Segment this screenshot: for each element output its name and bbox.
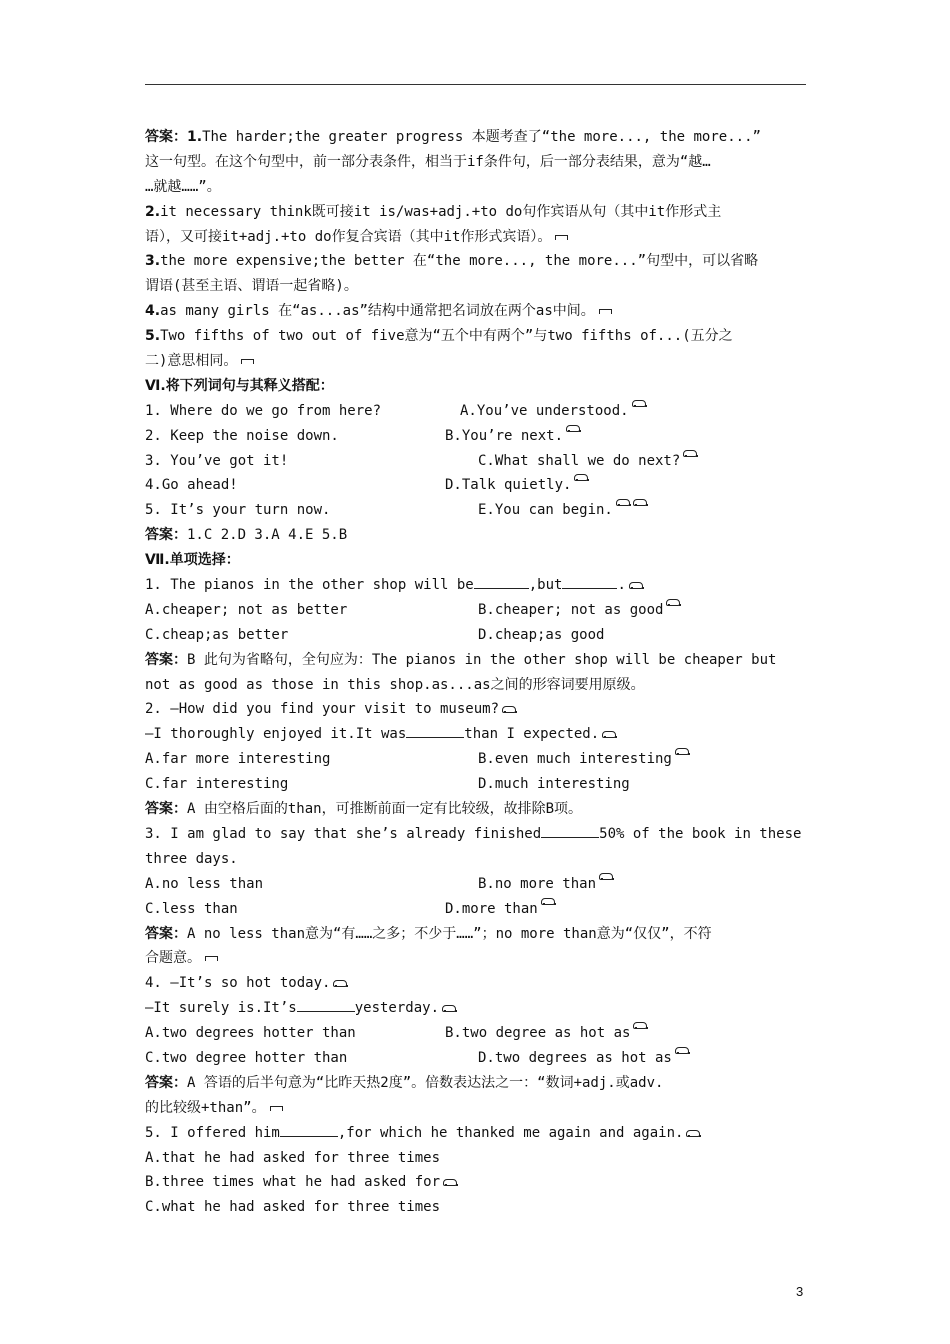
car-mark-icon bbox=[566, 424, 580, 432]
q4-options-row-2: C.two degree hotter than D.two degrees as hot as bbox=[145, 1046, 806, 1071]
car-mark-icon bbox=[633, 1021, 647, 1029]
match-row-1: 1. Where do we go from here? A.You’ve understood. bbox=[145, 399, 806, 424]
car-mark-icon bbox=[675, 747, 689, 755]
q1-answer-line-1: 答案：B 此句为省略句，全句应为：The pianos in the other shop will be cheaper but bbox=[145, 651, 777, 668]
q1-options-row-2: C.cheap;as better D.cheap;as good bbox=[145, 626, 605, 643]
bracket-mark-icon bbox=[269, 1104, 283, 1112]
q3-stem-2: three days. bbox=[145, 850, 238, 867]
answer-blank bbox=[406, 723, 464, 738]
car-mark-icon bbox=[683, 449, 697, 457]
page-number: 3 bbox=[796, 1284, 804, 1299]
answer-4-line-1: 4.as many girls 在“as...as”结构中通常把名词放在两个as中间。 bbox=[145, 299, 806, 324]
q2-stem-1: 2. —How did you find your visit to museum? bbox=[145, 697, 806, 722]
q2-options-row-1: A.far more interesting B.even much interesting bbox=[145, 747, 806, 772]
bracket-mark-icon bbox=[598, 307, 612, 315]
answer-2-line-2: 语），又可接it+adj.+to do作复合宾语（其中it作形式宾语）。 bbox=[145, 225, 806, 250]
q5-option-c: C.what he had asked for three times bbox=[145, 1199, 441, 1216]
car-mark-icon bbox=[599, 872, 613, 880]
car-mark-icon bbox=[502, 705, 516, 713]
car-mark-icon bbox=[616, 498, 630, 506]
bracket-mark-icon bbox=[554, 233, 568, 241]
q4-answer-line-2: 的比较级+than”。 bbox=[145, 1096, 806, 1121]
match-row-3: 3. You’ve got it! C.What shall we do next? bbox=[145, 449, 806, 474]
q3-options-row-1: A.no less than B.no more than bbox=[145, 872, 806, 897]
section-6-answer: 答案：1.C 2.D 3.A 4.E 5.B bbox=[145, 527, 348, 544]
header-rule bbox=[145, 84, 806, 85]
answer-3-line-1: 3.the more expensive;the better 在“the more..., the more...”句型中，可以省略 bbox=[145, 253, 759, 270]
q4-stem-2: —It surely is.It’s yesterday. bbox=[145, 996, 806, 1021]
page-content bbox=[145, 125, 806, 1220]
answer-blank bbox=[474, 574, 529, 589]
q3-answer-line-1: 答案：A no less than意为“有……之多；不少于……”；no more than意为“仅仅”，不符 bbox=[145, 925, 712, 942]
car-mark-icon bbox=[602, 730, 616, 738]
car-mark-icon bbox=[666, 598, 680, 606]
q5-option-b: B.three times what he had asked for bbox=[145, 1170, 806, 1195]
car-mark-icon bbox=[629, 581, 643, 589]
q5-option-a: A.that he had asked for three times bbox=[145, 1149, 441, 1166]
match-row-2: 2. Keep the noise down. B.You’re next. bbox=[145, 424, 806, 449]
car-mark-icon bbox=[675, 1046, 689, 1054]
car-mark-icon bbox=[442, 1004, 456, 1012]
q5-stem: 5. I offered him ,for which he thanked me again and again. bbox=[145, 1121, 806, 1146]
match-row-5: 5. It’s your turn now. E.You can begin. bbox=[145, 498, 806, 523]
q1-options-row-1: A.cheaper; not as better B.cheaper; not as good bbox=[145, 598, 806, 623]
car-mark-icon bbox=[541, 897, 555, 905]
answer-3-line-2: 谓语(甚至主语、谓语一起省略)。 bbox=[145, 278, 358, 295]
q2-answer-line-1: 答案：A 由空格后面的than，可推断前面一定有比较级，故排除B项。 bbox=[145, 801, 582, 818]
answer-blank bbox=[297, 997, 355, 1012]
bracket-mark-icon bbox=[240, 357, 254, 365]
q4-stem-1: 4. —It’s so hot today. bbox=[145, 971, 806, 996]
answer-5-line-2: 二)意思相同。 bbox=[145, 349, 806, 374]
bracket-mark-icon bbox=[204, 954, 218, 962]
car-mark-icon bbox=[443, 1178, 457, 1186]
q1-answer-line-2: not as good as those in this shop.as...as之间的形容词要用原级。 bbox=[145, 676, 645, 693]
car-mark-icon bbox=[333, 979, 347, 987]
answer-1-line-3: …就越……”。 bbox=[145, 178, 221, 195]
answer-blank bbox=[562, 574, 617, 589]
answer-blank bbox=[280, 1122, 338, 1137]
car-mark-icon bbox=[633, 498, 647, 506]
q4-options-row-1: A.two degrees hotter than B.two degree as hot as bbox=[145, 1021, 806, 1046]
answer-2-line-1: 2.it necessary think既可接it is/was+adj.+to do句作宾语从句（其中it作形式主 bbox=[145, 203, 722, 220]
q3-answer-line-2: 合题意。 bbox=[145, 946, 806, 971]
q3-options-row-2: C.less than D.more than bbox=[145, 897, 806, 922]
match-row-4: 4.Go ahead! D.Talk quietly. bbox=[145, 473, 806, 498]
car-mark-icon bbox=[632, 399, 646, 407]
q2-stem-2: —I thoroughly enjoyed it.It was than I expected. bbox=[145, 722, 806, 747]
car-mark-icon bbox=[686, 1129, 700, 1137]
car-mark-icon bbox=[574, 473, 588, 481]
q1-stem: 1. The pianos in the other shop will be ,but . bbox=[145, 573, 806, 598]
q4-answer-line-1: 答案：A 答语的后半句意为“比昨天热2度”。倍数表达法之一：“数词+adj.或adv. bbox=[145, 1074, 664, 1091]
q2-options-row-2: C.far interesting D.much interesting bbox=[145, 776, 630, 793]
answer-1-line-1: 答案：1.The harder;the greater progress 本题考查了“the more..., the more...” bbox=[145, 129, 761, 145]
q3-stem-1: 3. I am glad to say that she’s already finished 50% of the book in these bbox=[145, 822, 806, 847]
section-7-title: Ⅶ.单项选择： bbox=[145, 552, 240, 569]
section-6-title: Ⅵ.将下列词句与其释义搭配： bbox=[145, 377, 334, 394]
answer-5-line-1: 5.Two fifths of two out of five意为“五个中有两个”与two fifths of...(五分之 bbox=[145, 328, 733, 345]
answer-blank bbox=[541, 823, 599, 838]
answer-1-line-2: 这一句型。在这个句型中，前一部分表条件，相当于if条件句，后一部分表结果，意为“越… bbox=[145, 153, 711, 170]
